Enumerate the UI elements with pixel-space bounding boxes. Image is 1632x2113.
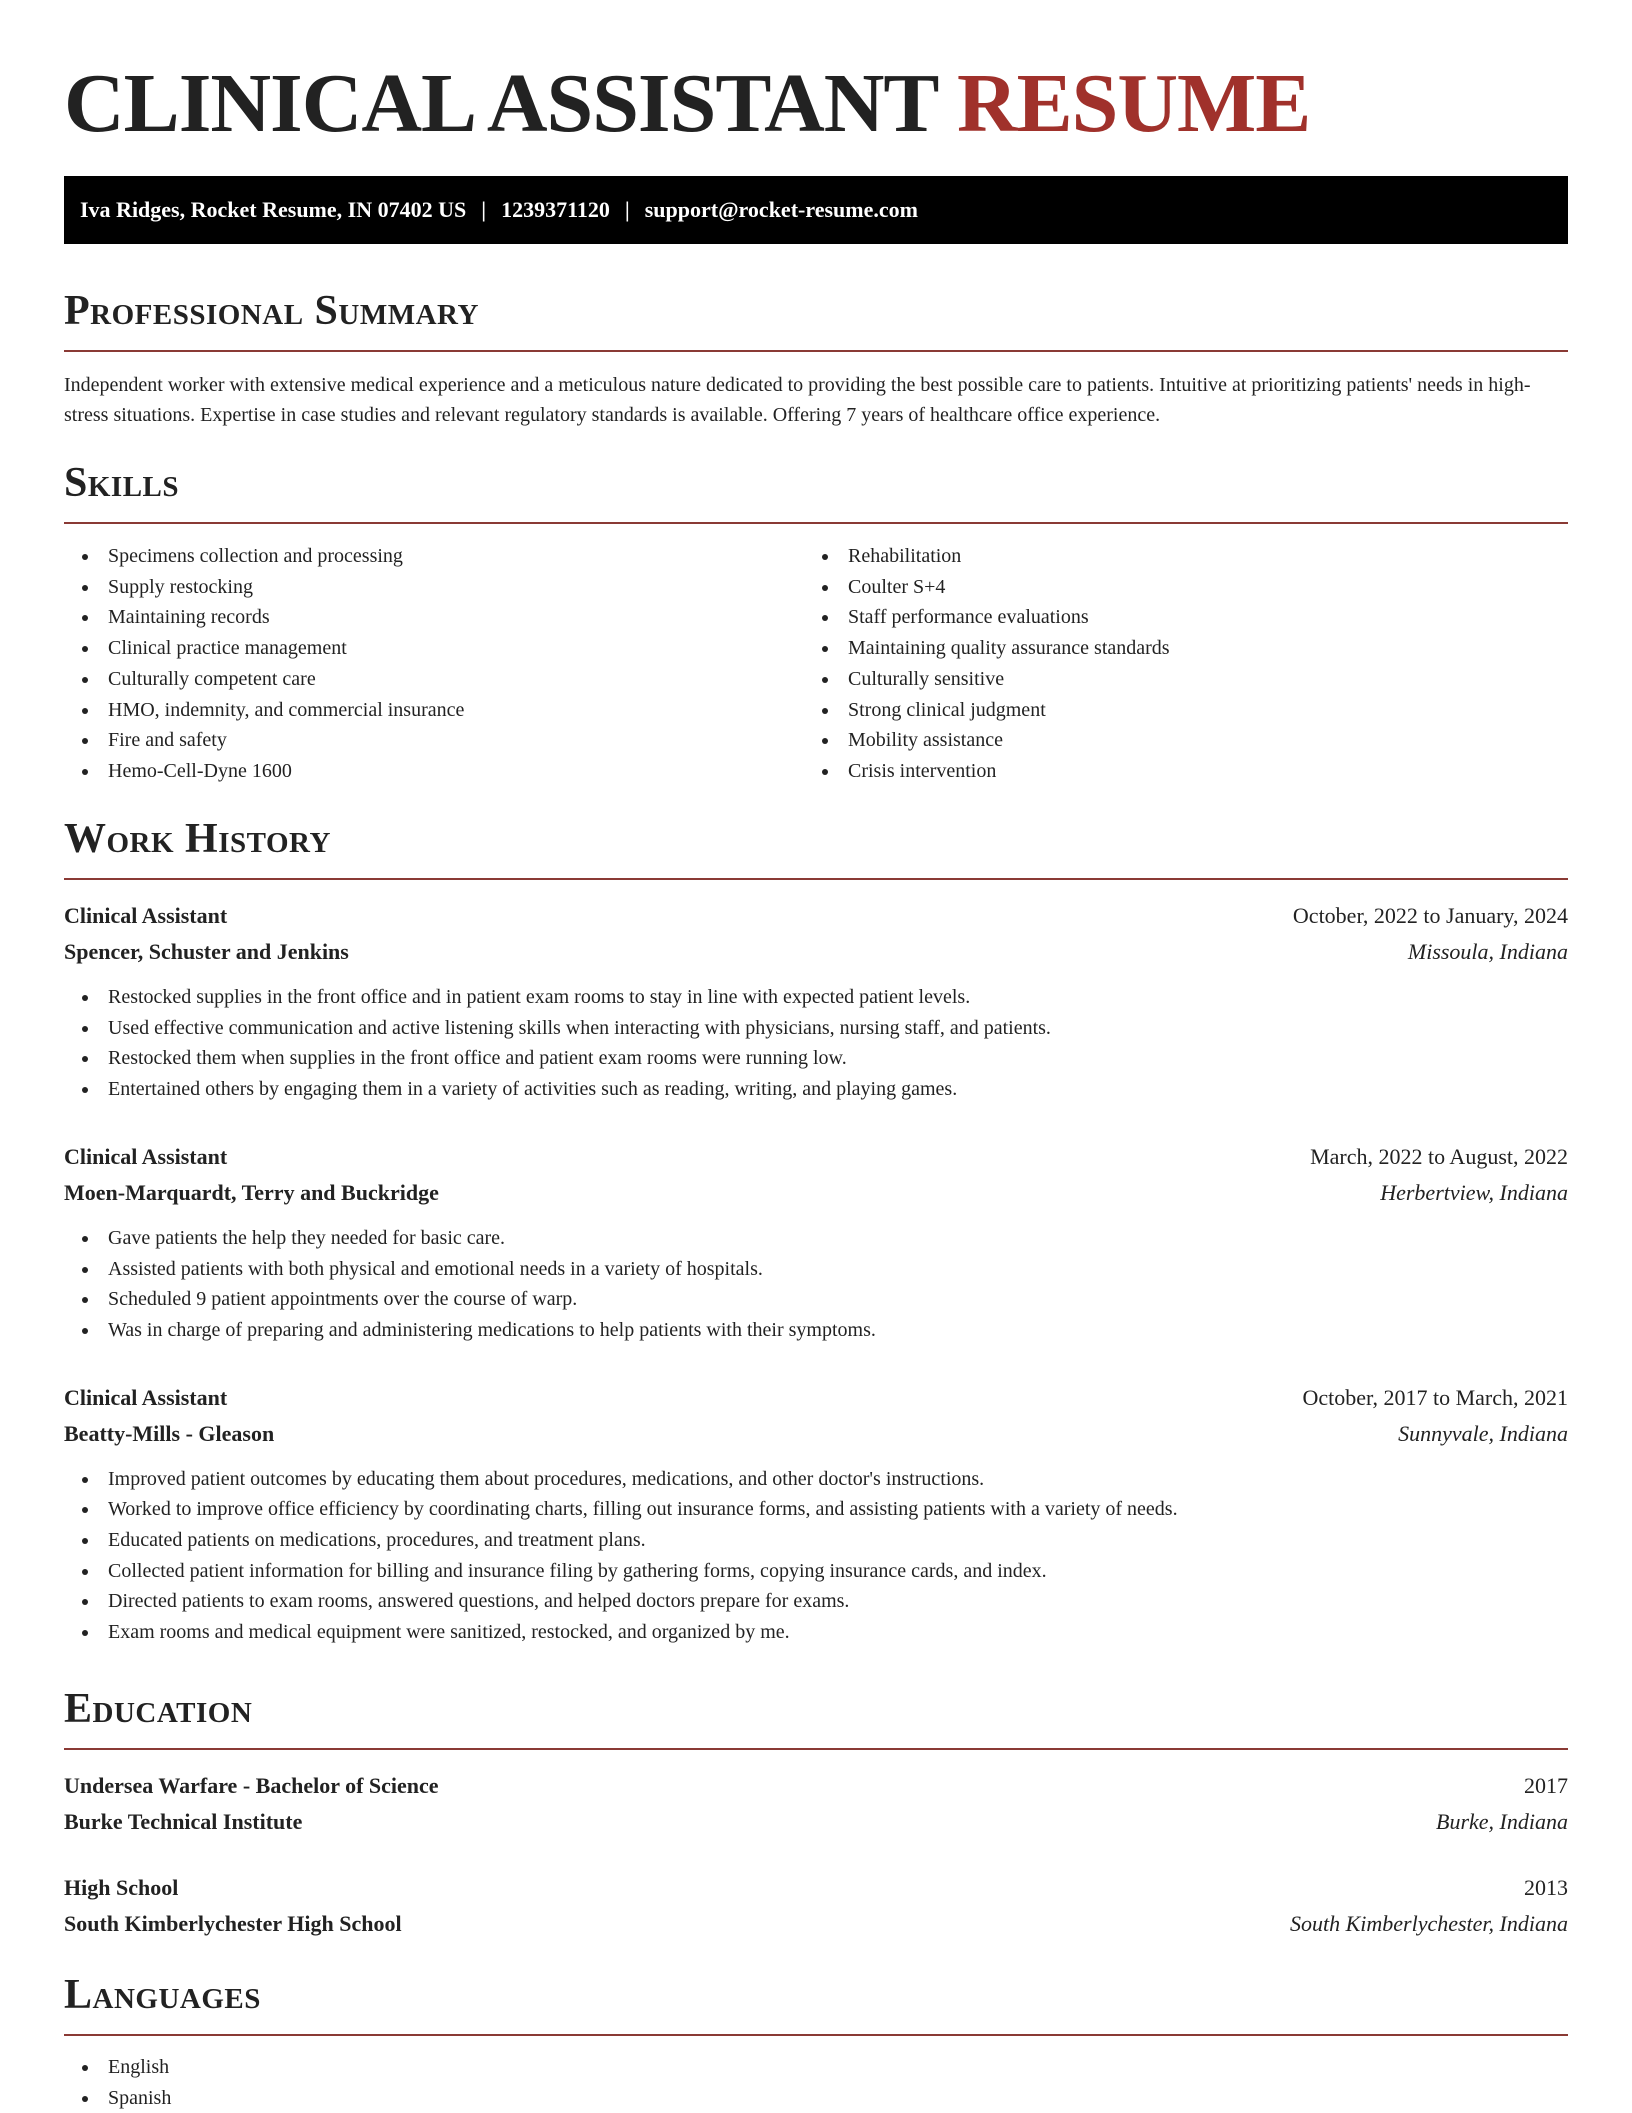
skill-item: Mobility assistance — [804, 725, 1544, 756]
language-item: English — [64, 2052, 1568, 2083]
skill-item: HMO, indemnity, and commercial insurance — [64, 695, 804, 726]
education-degree: High School — [64, 1875, 179, 1900]
job-company: Beatty-Mills - Gleason — [64, 1420, 275, 1446]
section-divider — [64, 1748, 1568, 1750]
skill-item: Crisis intervention — [804, 756, 1544, 787]
job-location: Missoula, Indiana — [1407, 939, 1568, 964]
contact-bar — [64, 176, 1568, 244]
contact-separator: | — [624, 197, 630, 222]
section-heading: Professional Summary — [64, 288, 479, 334]
duty-item: Improved patient outcomes by educating them about procedures, medications, and other doctor's instructions. — [64, 1464, 1568, 1495]
skill-item: Fire and safety — [64, 725, 804, 756]
resume-title — [64, 56, 1310, 152]
languages-section — [64, 1970, 1568, 2113]
job-duties — [64, 982, 1568, 1105]
duty-item: Used effective communication and active listening skills when interacting with physicians, nursing staff, and patients. — [64, 1013, 1568, 1044]
job-duties — [64, 1223, 1568, 1346]
job-dates: March, 2022 to August, 2022 — [1310, 1143, 1568, 1169]
education-entry — [64, 1768, 1568, 1840]
job-dates: October, 2017 to March, 2021 — [1302, 1384, 1568, 1410]
section-divider — [64, 522, 1568, 524]
skill-item: Specimens collection and processing — [64, 541, 804, 572]
duty-item: Directed patients to exam rooms, answered questions, and helped doctors prepare for exams. — [64, 1586, 1568, 1617]
section-divider — [64, 878, 1568, 880]
contact-separator: | — [481, 197, 487, 222]
education-location: Burke, Indiana — [1436, 1809, 1568, 1834]
skill-item: Hemo-Cell-Dyne 1600 — [64, 756, 804, 787]
title-accent: RESUME — [956, 57, 1311, 150]
job-entry — [64, 1139, 1568, 1346]
skills-section — [64, 458, 1568, 787]
skill-item: Rehabilitation — [804, 541, 1544, 572]
section-heading: Education — [64, 1686, 253, 1732]
education-section — [64, 1684, 1568, 1942]
contact-address: Iva Ridges, Rocket Resume, IN 07402 US — [80, 197, 467, 222]
education-entry — [64, 1870, 1568, 1942]
title-main: CLINICAL ASSISTANT — [64, 57, 937, 150]
job-company: Moen-Marquardt, Terry and Buckridge — [64, 1179, 439, 1205]
job-title: Clinical Assistant — [64, 1384, 228, 1410]
summary-section — [64, 286, 1568, 430]
section-divider — [64, 350, 1568, 352]
section-heading: Skills — [64, 460, 180, 506]
duty-item: Restocked supplies in the front office and in patient exam rooms to stay in line with expected patient levels. — [64, 982, 1568, 1013]
skill-item: Coulter S+4 — [804, 572, 1544, 603]
skills-list-right — [804, 541, 1544, 787]
section-divider — [64, 2034, 1568, 2036]
skill-item: Strong clinical judgment — [804, 695, 1544, 726]
job-dates: October, 2022 to January, 2024 — [1292, 903, 1568, 928]
job-duties — [64, 1464, 1568, 1648]
work-history-section — [64, 814, 1568, 1648]
duty-item: Gave patients the help they needed for basic care. — [64, 1223, 1568, 1254]
education-year: 2017 — [1524, 1773, 1568, 1798]
education-year: 2013 — [1524, 1875, 1568, 1900]
contact-email: support@rocket-resume.com — [644, 197, 918, 222]
skill-item: Supply restocking — [64, 572, 804, 603]
languages-list — [64, 2052, 1568, 2113]
education-degree: Undersea Warfare - Bachelor of Science — [64, 1773, 439, 1798]
section-heading: Work History — [64, 816, 331, 862]
skill-item: Maintaining quality assurance standards — [804, 633, 1544, 664]
job-title: Clinical Assistant — [64, 1143, 228, 1169]
job-entry — [64, 1380, 1568, 1648]
job-location: Herbertview, Indiana — [1380, 1179, 1568, 1205]
job-company: Spencer, Schuster and Jenkins — [64, 939, 349, 964]
skill-item: Maintaining records — [64, 602, 804, 633]
duty-item: Was in charge of preparing and administering medications to help patients with their symptoms. — [64, 1315, 1568, 1346]
duty-item: Entertained others by engaging them in a variety of activities such as reading, writing, and playing games. — [64, 1074, 1568, 1105]
skill-item: Clinical practice management — [64, 633, 804, 664]
duty-item: Assisted patients with both physical and emotional needs in a variety of hospitals. — [64, 1254, 1568, 1285]
job-title: Clinical Assistant — [64, 903, 228, 928]
job-entry — [64, 898, 1568, 1105]
skills-list-left — [64, 541, 804, 787]
duty-item: Exam rooms and medical equipment were sanitized, restocked, and organized by me. — [64, 1617, 1568, 1648]
duty-item: Collected patient information for billing and insurance filing by gathering forms, copying insurance cards, and index. — [64, 1556, 1568, 1587]
skill-item: Culturally sensitive — [804, 664, 1544, 695]
section-heading: Languages — [64, 1972, 261, 2018]
duty-item: Educated patients on medications, procedures, and treatment plans. — [64, 1525, 1568, 1556]
education-school: Burke Technical Institute — [64, 1809, 303, 1834]
duty-item: Worked to improve office efficiency by coordinating charts, filling out insurance forms, and assisting patients with a variety of needs. — [64, 1494, 1568, 1525]
skill-item: Staff performance evaluations — [804, 602, 1544, 633]
education-school: South Kimberlychester High School — [64, 1911, 402, 1936]
contact-phone: 1239371120 — [501, 197, 610, 222]
language-item: Spanish — [64, 2083, 1568, 2113]
skill-item: Culturally competent care — [64, 664, 804, 695]
duty-item: Restocked them when supplies in the front office and patient exam rooms were running low. — [64, 1043, 1568, 1074]
summary-text: Independent worker with extensive medical experience and a meticulous nature dedicated to providing the best possible care to patients. Intuitive at prioritizing patients' needs in high-stress situations. Expertise in case studies and relevant regulatory standards is available. Offering 7 years of healthcare office experience. — [64, 374, 1531, 426]
job-location: Sunnyvale, Indiana — [1398, 1420, 1568, 1446]
education-location: South Kimberlychester, Indiana — [1289, 1911, 1568, 1936]
duty-item: Scheduled 9 patient appointments over the course of warp. — [64, 1284, 1568, 1315]
